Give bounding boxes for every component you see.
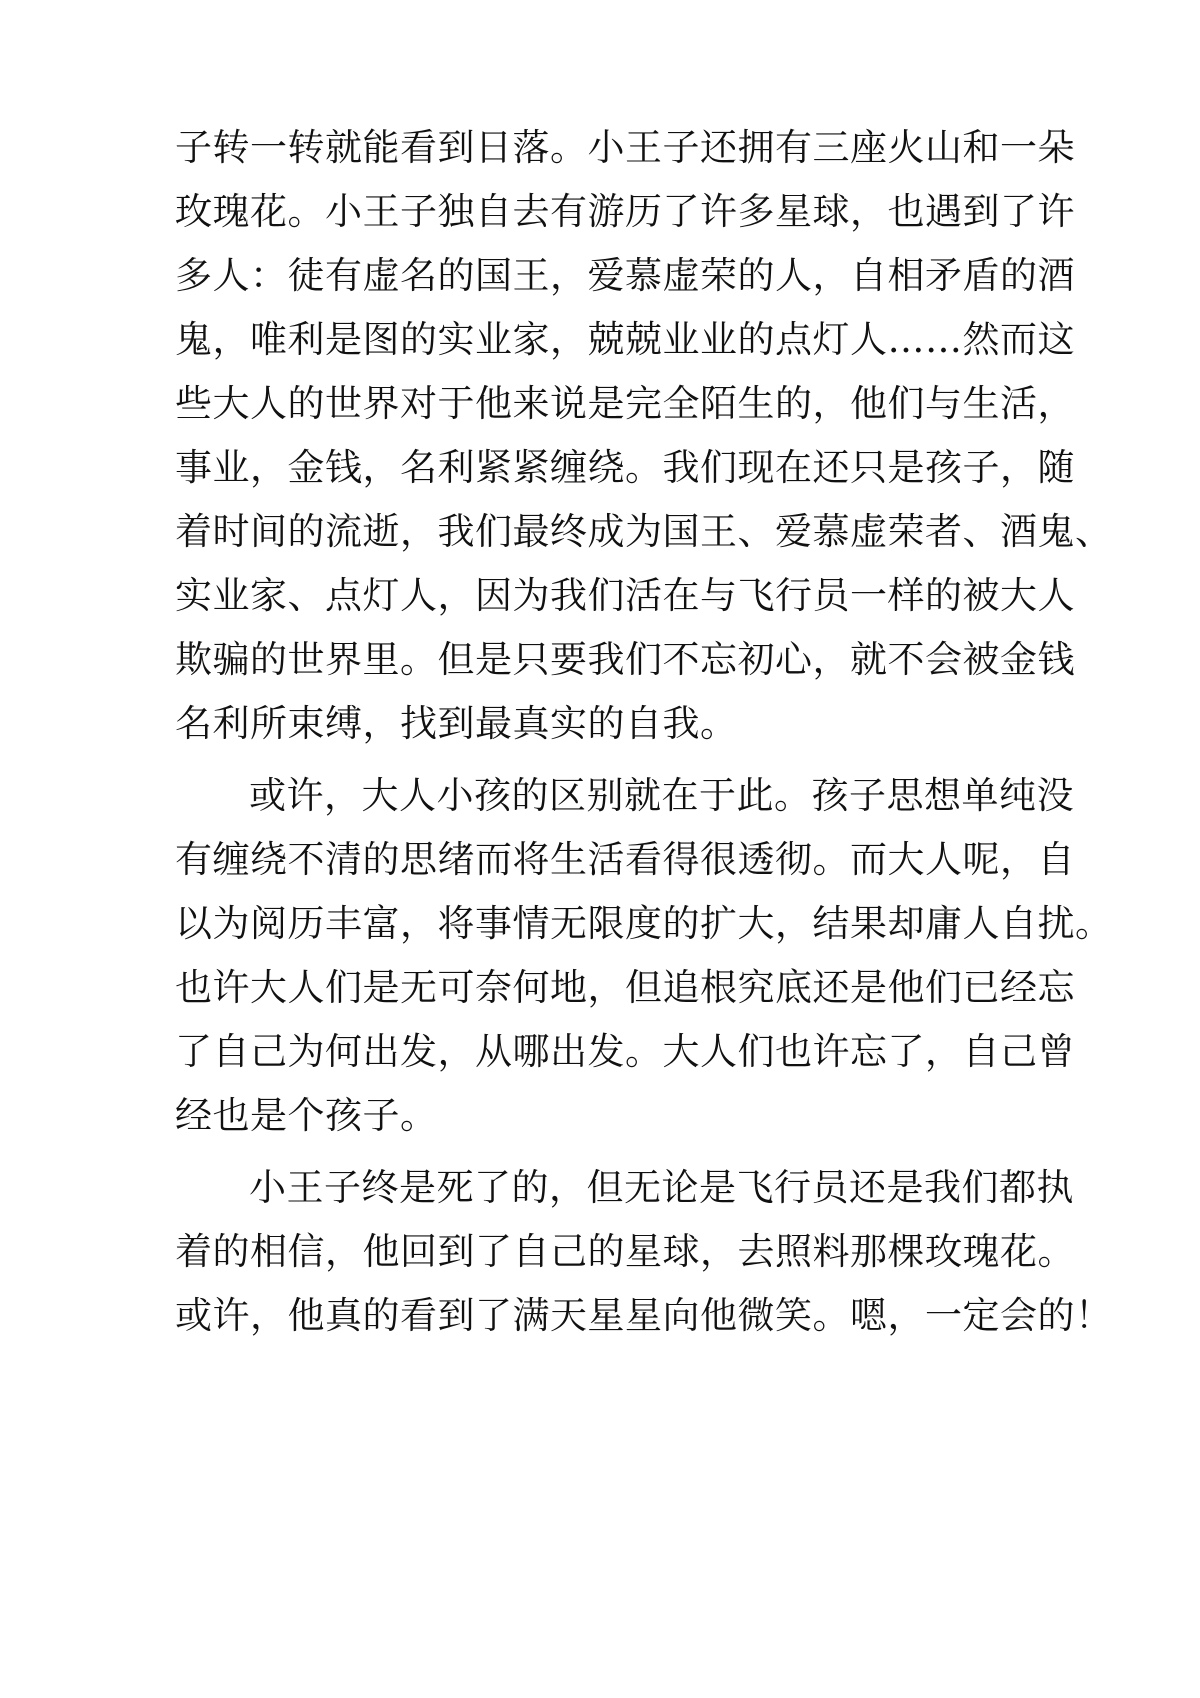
text-line: 鬼，唯利是图的实业家，兢兢业业的点灯人……然而这 xyxy=(175,318,1075,361)
paragraph-1 xyxy=(175,116,1113,756)
document-body xyxy=(175,116,1113,1348)
paragraph-spacer xyxy=(175,1148,1035,1156)
text-line: 经也是个孩子。 xyxy=(175,1094,438,1137)
text-line: 小王子终是死了的，但无论是飞行员还是我们都执 xyxy=(249,1166,1074,1209)
paragraph-2 xyxy=(175,764,1113,1148)
text-line: 也许大人们是无可奈何地，但追根究底还是他们已经忘 xyxy=(175,966,1075,1009)
text-line: 实业家、点灯人，因为我们活在与飞行员一样的被大人 xyxy=(175,574,1075,617)
text-line: 了自己为何出发，从哪出发。大人们也许忘了，自己曾 xyxy=(175,1030,1075,1073)
text-line: 着的相信，他回到了自己的星球，去照料那棵玫瑰花。 xyxy=(175,1230,1075,1273)
text-line: 些大人的世界对于他来说是完全陌生的，他们与生活， xyxy=(175,382,1075,425)
text-line: 子转一转就能看到日落。小王子还拥有三座火山和一朵 xyxy=(175,126,1075,169)
text-line: 或许，他真的看到了满天星星向他微笑。嗯，一定会的！ xyxy=(175,1294,1113,1337)
text-line: 着时间的流逝，我们最终成为国王、爱慕虚荣者、酒鬼、 xyxy=(175,510,1113,553)
text-line: 以为阅历丰富，将事情无限度的扩大，结果却庸人自扰。 xyxy=(175,902,1113,945)
text-line: 欺骗的世界里。但是只要我们不忘初心，就不会被金钱 xyxy=(175,638,1075,681)
text-line: 名利所束缚，找到最真实的自我。 xyxy=(175,702,738,745)
text-line: 有缠绕不清的思绪而将生活看得很透彻。而大人呢，自 xyxy=(175,838,1075,881)
paragraph-spacer xyxy=(175,756,1035,764)
text-line: 多人：徒有虚名的国王，爱慕虚荣的人，自相矛盾的酒 xyxy=(175,254,1075,297)
text-line: 或许，大人小孩的区别就在于此。孩子思想单纯没 xyxy=(249,774,1074,817)
text-line: 事业，金钱，名利紧紧缠绕。我们现在还只是孩子，随 xyxy=(175,446,1075,489)
text-line: 玫瑰花。小王子独自去有游历了许多星球，也遇到了许 xyxy=(175,190,1075,233)
paragraph-3 xyxy=(175,1156,1113,1348)
